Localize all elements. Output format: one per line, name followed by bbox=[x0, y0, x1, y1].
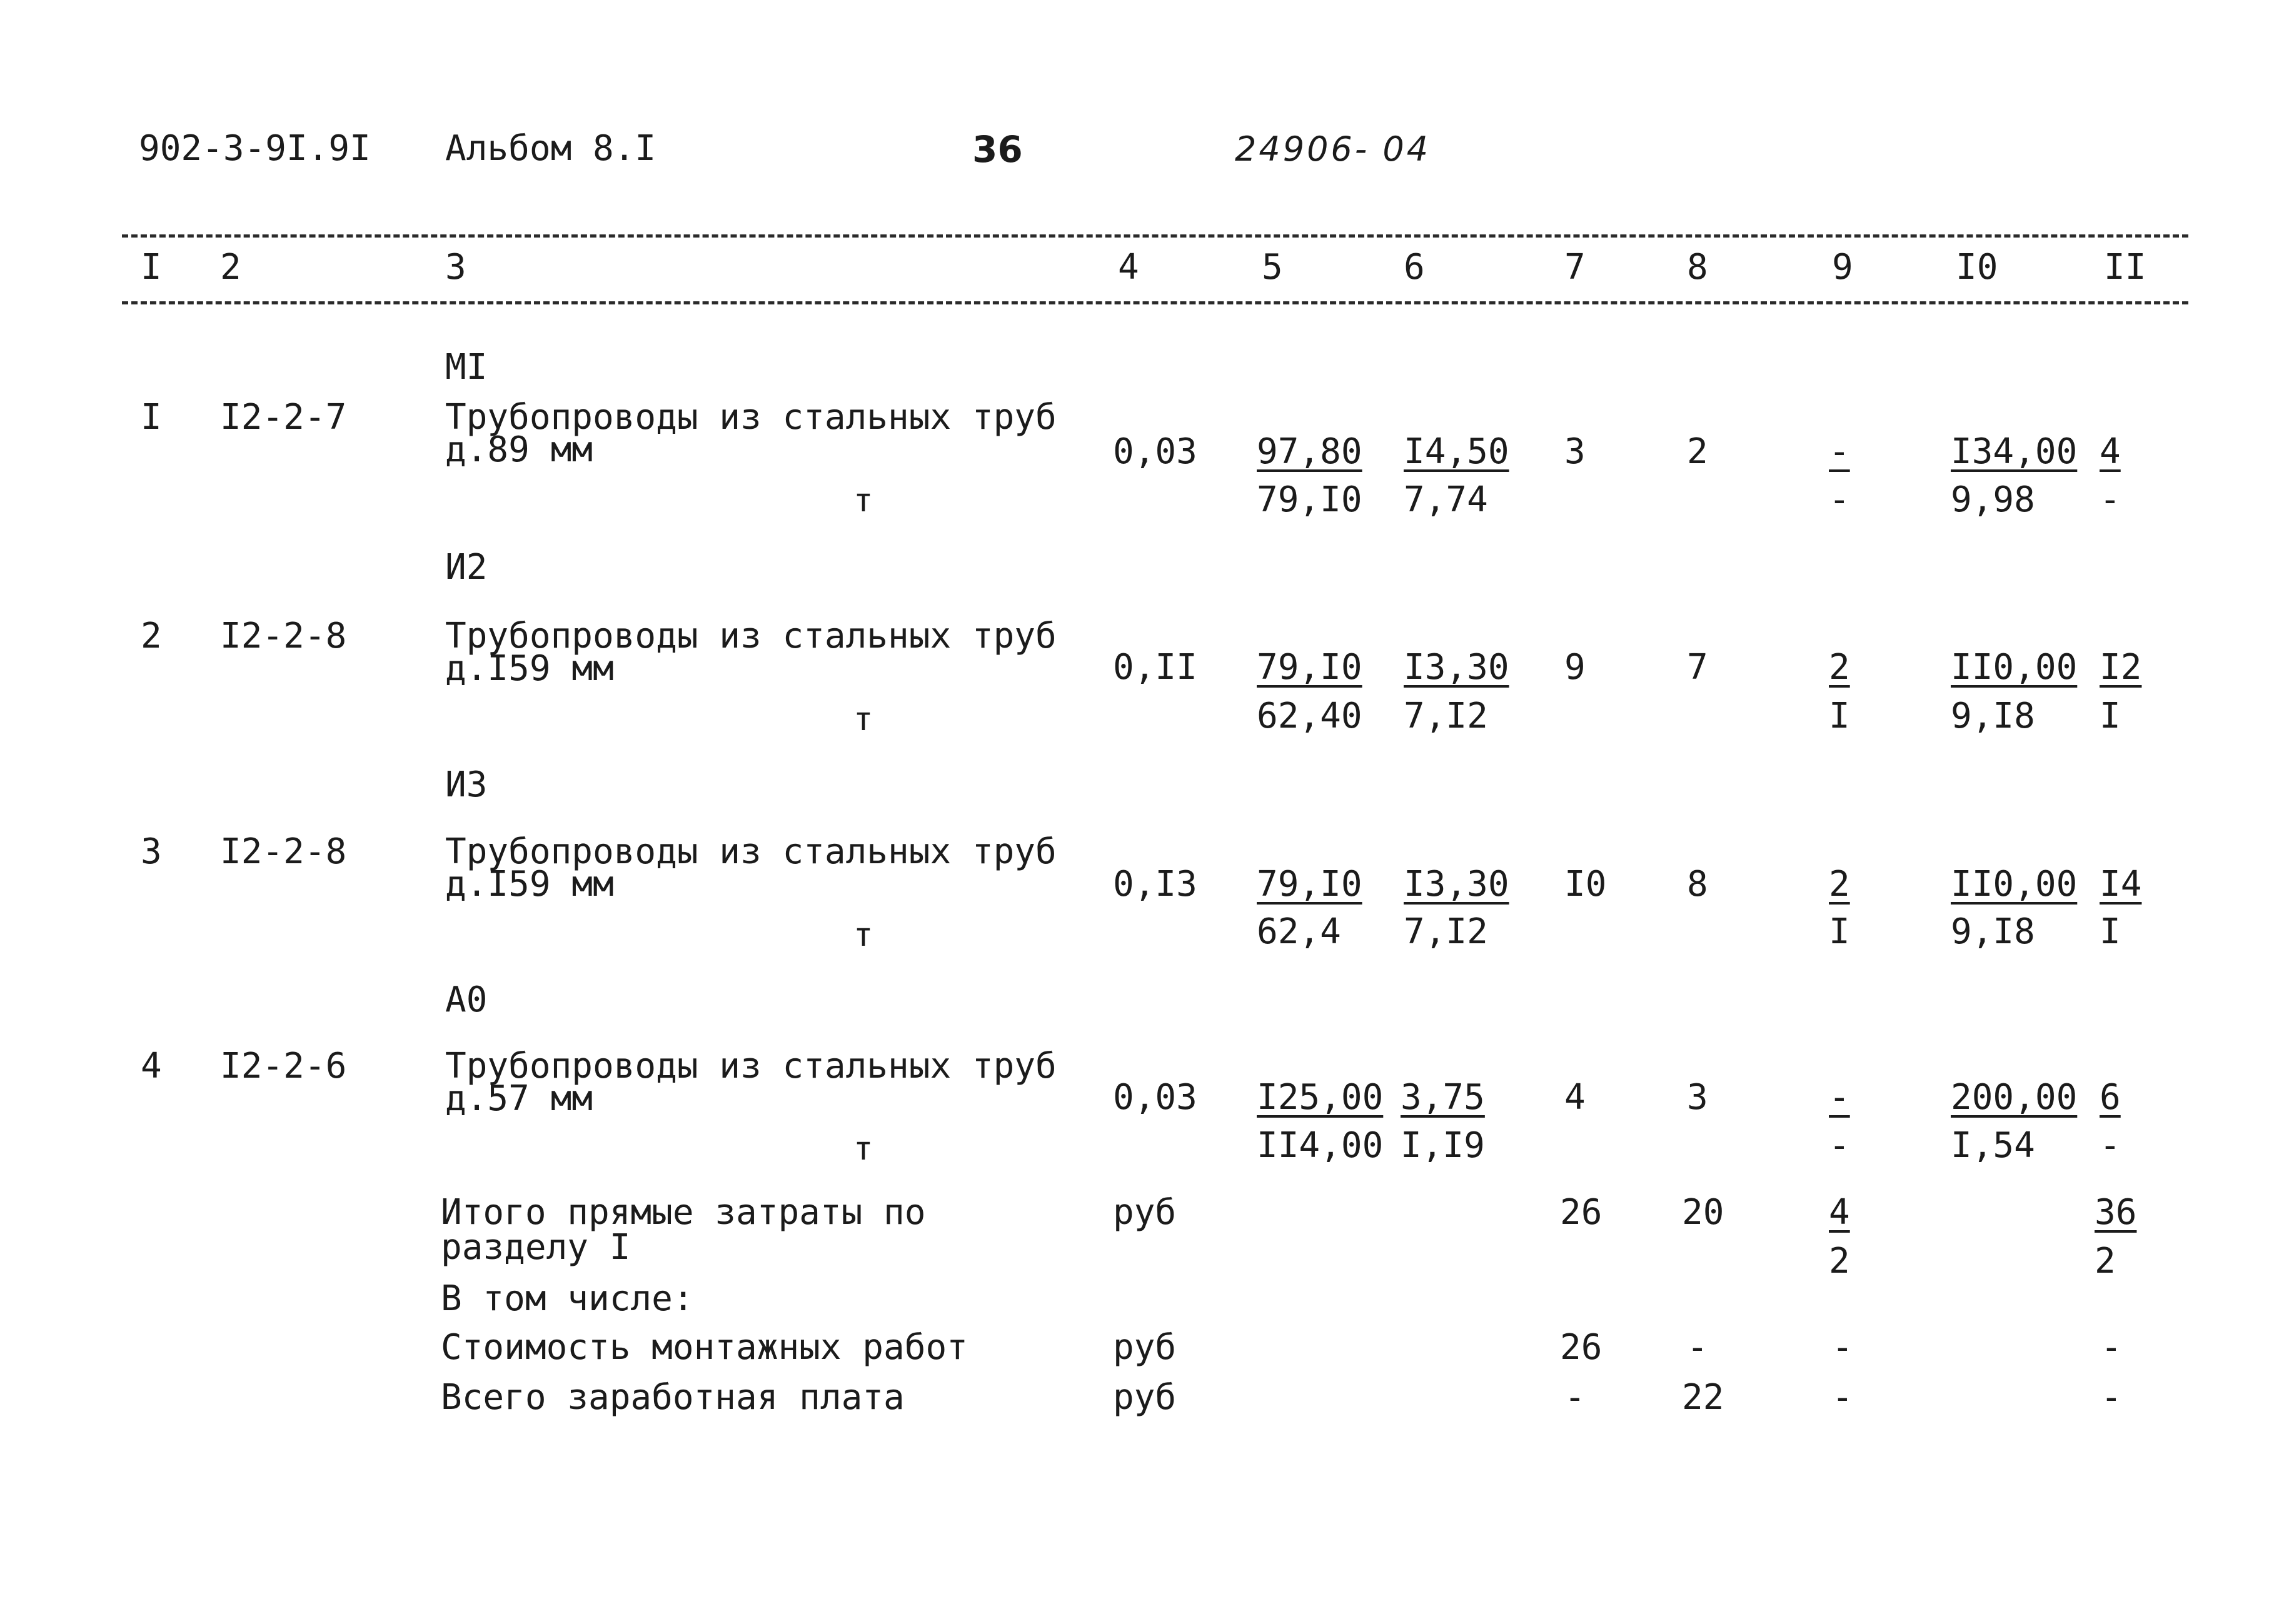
row-quantity: 0,03 bbox=[1113, 1077, 1197, 1118]
row-col10-top: 200,00 bbox=[1951, 1077, 2078, 1118]
row-group-code: И2 bbox=[445, 547, 488, 588]
wages-unit: руб bbox=[1113, 1377, 1177, 1418]
totals-direct-label-line1: Итого прямые затраты по bbox=[441, 1192, 926, 1233]
row-col10-bottom: 9,I8 bbox=[1951, 696, 2035, 736]
install-col9: - bbox=[1832, 1327, 1853, 1368]
header-rule-top bbox=[122, 234, 2188, 238]
row-col8: 2 bbox=[1687, 431, 1708, 472]
totals-direct-label-line2: разделу I bbox=[441, 1227, 631, 1268]
install-label: Стоимость монтажных работ bbox=[441, 1327, 968, 1368]
row-price-code: I2-2-6 bbox=[220, 1046, 347, 1086]
row-col5-bottom: 79,I0 bbox=[1257, 479, 1362, 520]
wages-col11: - bbox=[2101, 1377, 2122, 1418]
row-col10-bottom: 9,98 bbox=[1951, 479, 2035, 520]
row-col9-top: - bbox=[1829, 1077, 1850, 1118]
install-col7: 26 bbox=[1560, 1327, 1602, 1368]
row-col5-top: 79,I0 bbox=[1257, 864, 1362, 905]
row-number: 2 bbox=[141, 616, 162, 656]
col-header-6: 6 bbox=[1404, 247, 1425, 288]
row-col9-top: 2 bbox=[1829, 864, 1850, 905]
row-col11-bottom: I bbox=[2100, 911, 2121, 952]
col-header-2: 2 bbox=[220, 247, 241, 288]
row-col7: I0 bbox=[1564, 864, 1607, 905]
row-col9-bottom: I bbox=[1829, 911, 1850, 952]
row-quantity: 0,II bbox=[1113, 647, 1197, 688]
row-col6-bottom: I,I9 bbox=[1401, 1125, 1485, 1166]
col-header-8: 8 bbox=[1687, 247, 1708, 288]
row-number: 4 bbox=[141, 1046, 162, 1086]
row-name-line2: д.I59 мм bbox=[445, 648, 614, 689]
row-col6-top: I4,50 bbox=[1404, 431, 1509, 472]
row-name-line2: д.I59 мм bbox=[445, 864, 614, 905]
row-unit: т bbox=[853, 482, 873, 519]
totals-direct-col9-bottom: 2 bbox=[1829, 1241, 1850, 1281]
row-price-code: I2-2-7 bbox=[220, 397, 347, 438]
row-name-line2: д.57 мм bbox=[445, 1078, 593, 1119]
handwritten-ref: 24906- 04 bbox=[1235, 129, 1431, 169]
wages-col8: 22 bbox=[1682, 1377, 1724, 1418]
row-col8: 3 bbox=[1687, 1077, 1708, 1118]
row-col10-bottom: 9,I8 bbox=[1951, 911, 2035, 952]
row-col8: 8 bbox=[1687, 864, 1708, 905]
col-header-9: 9 bbox=[1832, 247, 1853, 288]
row-col6-top: I3,30 bbox=[1404, 864, 1509, 905]
header-rule-bottom bbox=[122, 301, 2188, 304]
install-col11: - bbox=[2101, 1327, 2122, 1368]
row-col11-top: 6 bbox=[2100, 1077, 2121, 1118]
row-group-code: А0 bbox=[445, 980, 488, 1020]
row-col10-top: II0,00 bbox=[1951, 647, 2078, 688]
album-label: Альбом 8.I bbox=[445, 128, 657, 169]
col-header-4: 4 bbox=[1118, 247, 1139, 288]
row-col5-bottom: 62,4 bbox=[1257, 911, 1341, 952]
row-col11-bottom: - bbox=[2100, 1125, 2121, 1166]
row-col11-top: I4 bbox=[2100, 864, 2142, 905]
row-col5-top: I25,00 bbox=[1257, 1077, 1384, 1118]
col-header-7: 7 bbox=[1564, 247, 1586, 288]
page-number: 36 bbox=[972, 128, 1023, 171]
row-group-code: МI bbox=[445, 347, 488, 388]
row-quantity: 0,03 bbox=[1113, 431, 1197, 472]
install-unit: руб bbox=[1113, 1327, 1177, 1368]
row-col11-top: 4 bbox=[2100, 431, 2121, 472]
col-header-3: 3 bbox=[445, 247, 466, 288]
totals-direct-unit: руб bbox=[1113, 1192, 1177, 1233]
row-col9-bottom: - bbox=[1829, 479, 1850, 520]
row-name-line1: Трубопроводы из стальных труб bbox=[445, 831, 1057, 872]
row-unit: т bbox=[853, 1130, 873, 1168]
row-col5-top: 79,I0 bbox=[1257, 647, 1362, 688]
row-quantity: 0,I3 bbox=[1113, 864, 1197, 905]
totals-direct-col8: 20 bbox=[1682, 1192, 1724, 1233]
row-col6-bottom: 7,I2 bbox=[1404, 911, 1488, 952]
col-header-10: I0 bbox=[1956, 247, 1998, 288]
row-price-code: I2-2-8 bbox=[220, 616, 347, 656]
row-col9-top: 2 bbox=[1829, 647, 1850, 688]
col-header-1: I bbox=[141, 247, 162, 288]
col-header-5: 5 bbox=[1262, 247, 1283, 288]
totals-direct-col11-top: 36 bbox=[2095, 1192, 2137, 1233]
row-col10-top: II0,00 bbox=[1951, 864, 2078, 905]
row-col9-top: - bbox=[1829, 431, 1850, 472]
row-col5-top: 97,80 bbox=[1257, 431, 1362, 472]
wages-col7: - bbox=[1564, 1377, 1586, 1418]
row-col9-bottom: - bbox=[1829, 1125, 1850, 1166]
row-col5-bottom: 62,40 bbox=[1257, 696, 1362, 736]
totals-direct-col9-top: 4 bbox=[1829, 1192, 1850, 1233]
row-col8: 7 bbox=[1687, 647, 1708, 688]
row-col10-top: I34,00 bbox=[1951, 431, 2078, 472]
row-name-line1: Трубопроводы из стальных труб bbox=[445, 397, 1057, 438]
row-col6-bottom: 7,I2 bbox=[1404, 696, 1488, 736]
row-number: I bbox=[141, 397, 162, 438]
totals-direct-col7: 26 bbox=[1560, 1192, 1602, 1233]
row-col6-top: 3,75 bbox=[1401, 1077, 1485, 1118]
including-label: В том числе: bbox=[441, 1278, 694, 1319]
row-name-line1: Трубопроводы из стальных труб bbox=[445, 1046, 1057, 1086]
row-col7: 3 bbox=[1564, 431, 1586, 472]
row-col6-top: I3,30 bbox=[1404, 647, 1509, 688]
row-col5-bottom: II4,00 bbox=[1257, 1125, 1384, 1166]
row-col7: 4 bbox=[1564, 1077, 1586, 1118]
row-col11-bottom: - bbox=[2100, 479, 2121, 520]
wages-label: Всего заработная плата bbox=[441, 1377, 905, 1418]
row-name-line2: д.89 мм bbox=[445, 429, 593, 470]
row-unit: т bbox=[853, 916, 873, 954]
row-col10-bottom: I,54 bbox=[1951, 1125, 2035, 1166]
row-price-code: I2-2-8 bbox=[220, 831, 347, 872]
row-number: 3 bbox=[141, 831, 162, 872]
row-col9-bottom: I bbox=[1829, 696, 1850, 736]
wages-col9: - bbox=[1832, 1377, 1853, 1418]
row-unit: т bbox=[853, 701, 873, 738]
install-col8: - bbox=[1687, 1327, 1708, 1368]
row-name-line1: Трубопроводы из стальных труб bbox=[445, 616, 1057, 656]
doc-code: 902-3-9I.9I bbox=[139, 128, 371, 169]
row-col7: 9 bbox=[1564, 647, 1586, 688]
totals-direct-col11-bottom: 2 bbox=[2095, 1241, 2116, 1281]
row-col11-bottom: I bbox=[2100, 696, 2121, 736]
col-header-11: II bbox=[2104, 247, 2146, 288]
row-group-code: И3 bbox=[445, 764, 488, 805]
row-col11-top: I2 bbox=[2100, 647, 2142, 688]
row-col6-bottom: 7,74 bbox=[1404, 479, 1488, 520]
